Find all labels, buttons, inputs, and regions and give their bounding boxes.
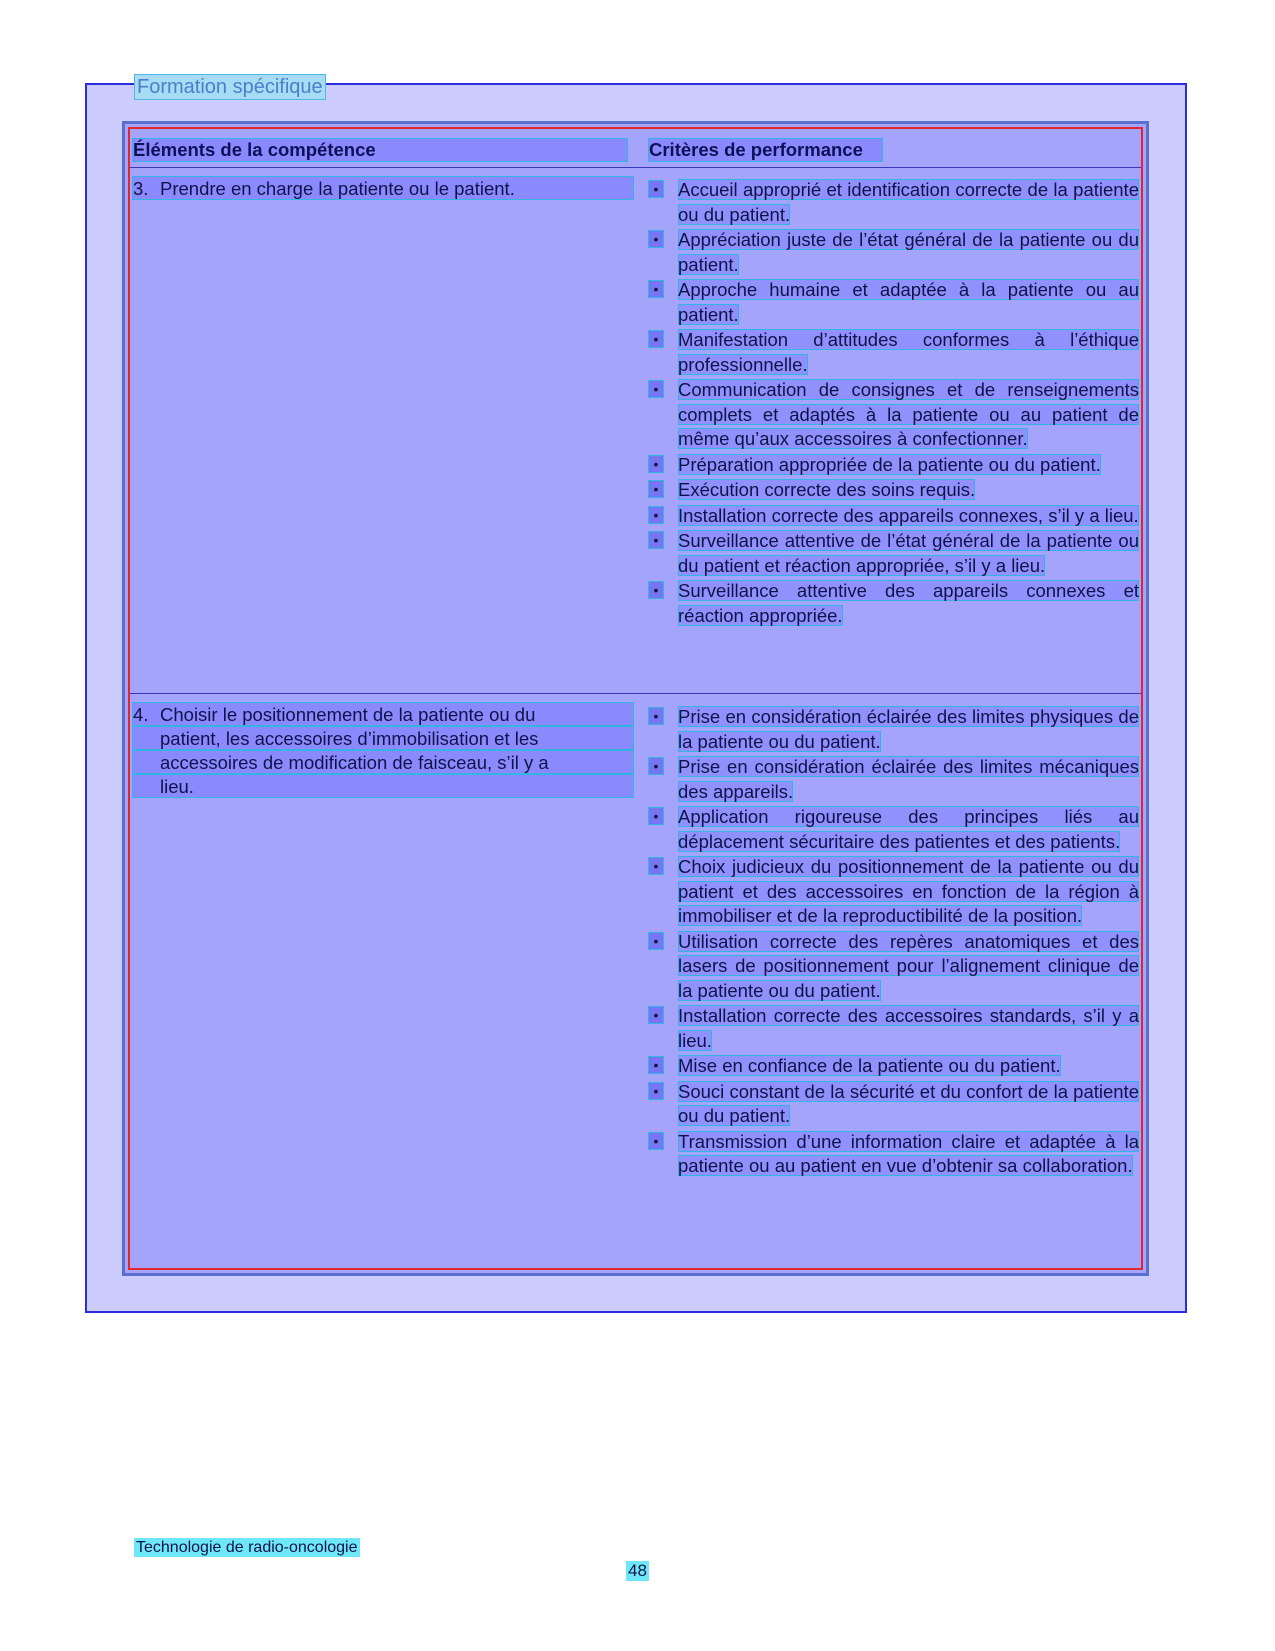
bullet-icon: •	[649, 331, 663, 347]
criterion-text: Communication de consignes et de renseignements complets et adaptés à la patiente ou au patient de même qu’aux accessoires à confectionner.	[678, 379, 1139, 449]
section-title: Formation spécifique	[134, 74, 326, 100]
criterion-item	[649, 178, 1139, 227]
criterion-item	[649, 579, 1139, 628]
criterion-item	[649, 705, 1139, 754]
bullet-icon: •	[649, 507, 663, 523]
criterion-item	[649, 855, 1139, 929]
criterion-item	[649, 1130, 1139, 1179]
header-elements: Éléments de la compétence	[133, 139, 627, 161]
header-divider	[130, 167, 1141, 168]
criterion-text: Application rigoureuse des principes liés au déplacement sécuritaire des patientes et des patients.	[678, 806, 1139, 852]
criterion-item	[649, 930, 1139, 1004]
criteria-list-row-3	[649, 178, 1139, 629]
footer-title: Technologie de radio-oncologie	[136, 1539, 358, 1556]
bullet-icon: •	[649, 808, 663, 824]
criterion-text: Prise en considération éclairée des limites mécaniques des appareils.	[678, 756, 1139, 802]
criterion-item	[649, 228, 1139, 277]
criterion-item	[649, 328, 1139, 377]
criterion-text: Transmission d’une information claire et adaptée à la patiente ou au patient en vue d’obtenir sa collaboration.	[678, 1130, 1139, 1176]
criterion-item	[649, 1080, 1139, 1129]
criterion-text: Prise en considération éclairée des limites physiques de la patiente ou du patient.	[678, 706, 1139, 752]
element-line: patient, les accessoires d’immobilisation et les	[133, 727, 633, 749]
criterion-text: Manifestation d’attitudes conformes à l’éthique professionnelle.	[678, 329, 1139, 375]
criterion-item	[649, 755, 1139, 804]
bullet-icon: •	[649, 933, 663, 949]
element-line-text: Choisir le positionnement de la patiente ou du	[160, 704, 536, 725]
element-number: 3.	[133, 178, 149, 199]
criterion-item	[649, 1054, 1139, 1079]
criterion-text: Surveillance attentive de l’état général de la patiente ou du patient et réaction appropriée, s’il y a lieu.	[678, 530, 1139, 576]
bullet-icon: •	[649, 858, 663, 874]
bullet-icon: •	[649, 481, 663, 497]
criterion-text: Appréciation juste de l’état général de la patiente ou du patient.	[678, 229, 1139, 275]
bullet-icon: •	[649, 181, 663, 197]
criterion-text: Mise en confiance de la patiente ou du patient.	[678, 1055, 1061, 1076]
bullet-icon: •	[649, 758, 663, 774]
element-text	[133, 177, 633, 199]
criteria-list-row-4	[649, 705, 1139, 1180]
criterion-text: Utilisation correcte des repères anatomiques et des lasers de positionnement pour l’alignement clinique de la patiente ou du patient.	[678, 930, 1139, 1001]
bullet-icon: •	[649, 1057, 663, 1073]
row-divider	[130, 693, 1141, 694]
criterion-text: Préparation appropriée de la patiente ou du patient.	[678, 453, 1101, 475]
element-row-4	[133, 703, 633, 799]
bullet-icon: •	[649, 1083, 663, 1099]
criterion-text: Installation correcte des accessoires standards, s’il y a lieu.	[678, 1005, 1139, 1051]
criterion-text: Exécution correcte des soins requis.	[678, 479, 976, 500]
criterion-item	[649, 805, 1139, 854]
criterion-item	[649, 378, 1139, 452]
bullet-icon: •	[649, 1007, 663, 1023]
criterion-item	[649, 529, 1139, 578]
bullet-icon: •	[649, 281, 663, 297]
bullet-icon: •	[649, 381, 663, 397]
element-line	[133, 703, 633, 725]
element-row-3	[133, 177, 633, 201]
element-line: accessoires de modification de faisceau, s’il y a	[133, 751, 633, 773]
table-border	[128, 127, 1143, 1270]
element-number: 4.	[133, 704, 149, 725]
criterion-text: Choix judicieux du positionnement de la patiente ou du patient et des accessoires en fonction de la région à immobiliser et de la reproductibilité de la position.	[678, 856, 1139, 926]
criterion-text: Surveillance attentive des appareils connexes et réaction appropriée.	[678, 580, 1139, 626]
criterion-text: Approche humaine et adaptée à la patiente ou au patient.	[678, 279, 1139, 325]
header-criteria: Critères de performance	[649, 139, 882, 161]
bullet-icon: •	[649, 456, 663, 472]
competence-table	[122, 121, 1149, 1276]
bullet-icon: •	[649, 708, 663, 724]
criterion-text: Installation correcte des appareils connexes, s’il y a lieu.	[678, 504, 1139, 526]
criterion-item	[649, 453, 1139, 478]
page-number: 48	[628, 1561, 647, 1580]
bullet-icon: •	[649, 532, 663, 548]
criterion-text: Souci constant de la sécurité et du confort de la patiente ou du patient.	[678, 1080, 1139, 1126]
criterion-text: Accueil approprié et identification correcte de la patiente ou du patient.	[678, 179, 1139, 225]
element-line: lieu.	[133, 775, 633, 797]
criterion-item	[649, 504, 1139, 529]
criterion-item	[649, 278, 1139, 327]
bullet-icon: •	[649, 231, 663, 247]
criterion-item	[649, 1004, 1139, 1053]
criterion-item	[649, 478, 1139, 503]
bullet-icon: •	[649, 582, 663, 598]
element-line: Prendre en charge la patiente ou le patient.	[160, 178, 515, 199]
bullet-icon: •	[649, 1133, 663, 1149]
